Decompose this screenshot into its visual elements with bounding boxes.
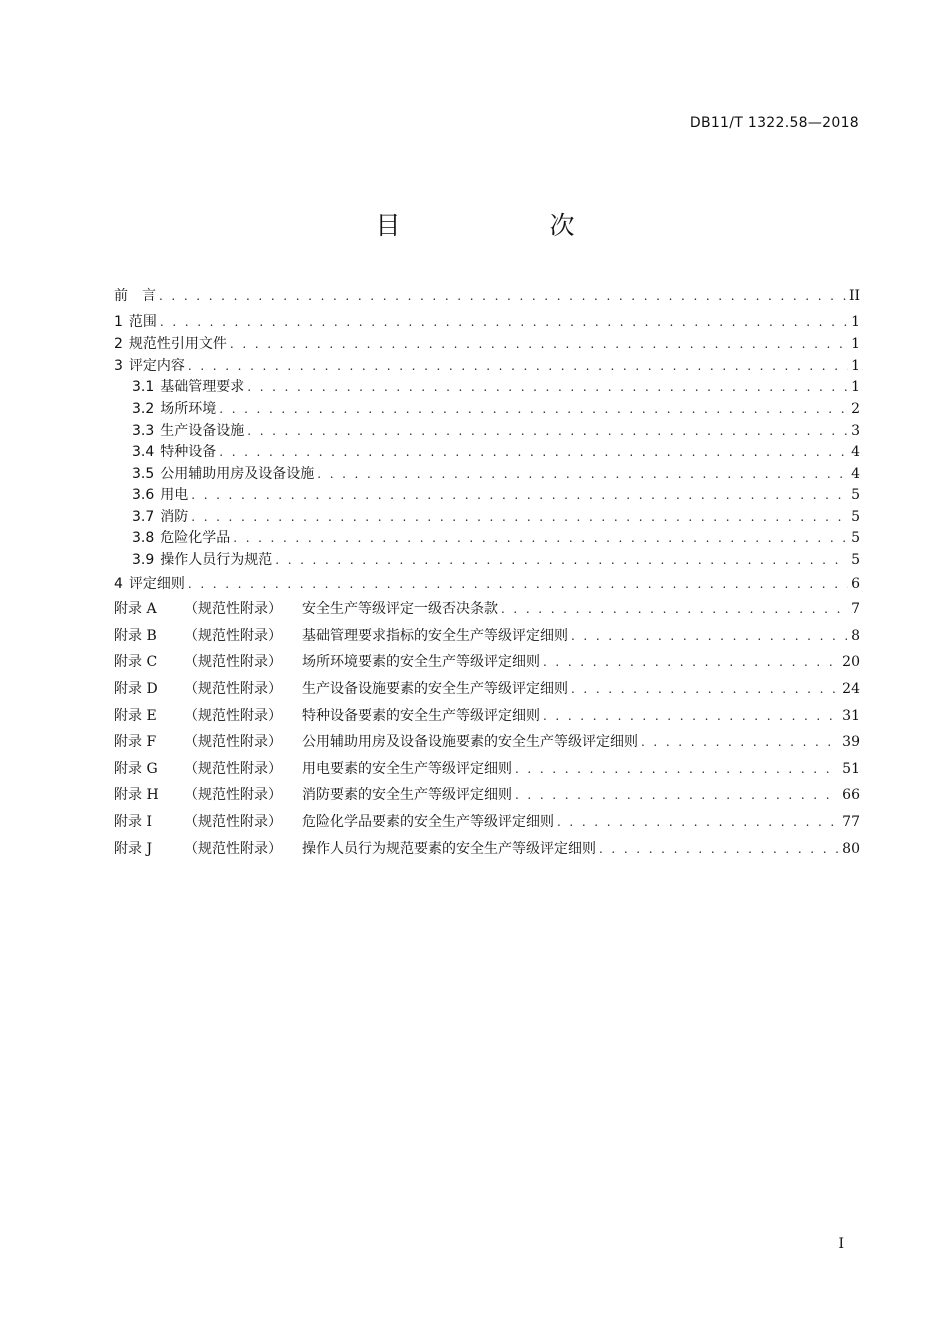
toc-entry-number: 3 — [114, 358, 123, 374]
appendix-title: 消防要素的安全生产等级评定细则 — [302, 787, 512, 803]
toc-entry[interactable] — [114, 485, 860, 505]
toc-entry-page: 8 — [851, 628, 860, 644]
toc-entry-text: 基础管理要求 — [160, 379, 245, 395]
appendix-prefix: 附录 D — [114, 681, 158, 697]
toc-entry-label — [114, 286, 156, 306]
appendix-prefix: 附录 H — [114, 787, 159, 803]
toc-entry-number: 1 — [114, 314, 123, 330]
dot-leader — [515, 759, 839, 779]
dot-leader — [557, 812, 839, 832]
toc-entry-text: 生产设备设施 — [160, 423, 245, 439]
toc-entry-number: 3.5 — [132, 466, 155, 482]
toc-entry-label — [114, 528, 230, 548]
dot-leader — [191, 507, 848, 527]
toc-appendix-entry[interactable] — [114, 652, 860, 672]
toc-appendix-entry[interactable] — [114, 732, 860, 752]
toc-entry-number: 3.9 — [132, 552, 155, 568]
appendix-title: 危险化学品要素的安全生产等级评定细则 — [302, 814, 554, 830]
appendix-title: 特种设备要素的安全生产等级评定细则 — [302, 708, 540, 724]
appendix-kind: （规范性附录） — [184, 734, 282, 750]
dot-leader — [543, 706, 839, 726]
appendix-prefix: 附录 A — [114, 601, 157, 617]
appendix-prefix: 附录 C — [114, 654, 158, 670]
toc-entry-page: 5 — [851, 552, 860, 568]
toc-entry-label — [114, 679, 568, 699]
toc-entry[interactable] — [114, 334, 860, 354]
toc-entry-text: 场所环境 — [160, 401, 217, 417]
toc-entry-text: 用电 — [160, 487, 189, 503]
toc-entry-text: 操作人员行为规范 — [160, 552, 273, 568]
toc-entry-label — [114, 550, 272, 570]
dot-leader — [233, 528, 848, 548]
dot-leader — [247, 377, 848, 397]
toc-entry-text: 范围 — [128, 314, 157, 330]
toc-entry-text: 特种设备 — [160, 444, 217, 460]
appendix-kind: （规范性附录） — [184, 628, 282, 644]
toc-entry-number: 4 — [114, 576, 123, 592]
toc-entry-text: 评定内容 — [128, 358, 185, 374]
toc-entry-label — [114, 421, 244, 441]
appendix-title: 生产设备设施要素的安全生产等级评定细则 — [302, 681, 568, 697]
toc-entry-label — [114, 812, 554, 832]
dot-leader — [641, 732, 839, 752]
appendix-prefix: 附录 J — [114, 841, 153, 857]
toc-entry-number: 3.7 — [132, 509, 155, 525]
dot-leader — [230, 334, 848, 354]
appendix-title: 公用辅助用房及设备设施要素的安全生产等级评定细则 — [302, 734, 638, 750]
toc-entry-page: 77 — [842, 814, 860, 830]
toc-entry-page: 2 — [851, 401, 860, 417]
toc-entry[interactable] — [114, 574, 860, 594]
page-number: I — [838, 1236, 844, 1252]
toc-entry-page: 24 — [842, 681, 860, 697]
dot-leader — [571, 679, 839, 699]
appendix-kind: （规范性附录） — [184, 787, 282, 803]
appendix-kind: （规范性附录） — [184, 681, 282, 697]
appendix-kind: （规范性附录） — [184, 601, 282, 617]
toc-entry-page: 1 — [851, 336, 860, 352]
toc-entry-label — [114, 574, 185, 594]
toc-entry-text: 评定细则 — [128, 576, 185, 592]
dot-leader — [219, 442, 848, 462]
toc-entry-page: 51 — [842, 761, 860, 777]
toc-entry[interactable] — [114, 442, 860, 462]
toc-entry-page: 5 — [851, 530, 860, 546]
toc-appendix-entry[interactable] — [114, 759, 860, 779]
appendix-kind: （规范性附录） — [184, 708, 282, 724]
dot-leader — [159, 286, 846, 306]
dot-leader — [275, 550, 848, 570]
toc-entry-page: 1 — [851, 358, 860, 374]
toc-entry[interactable] — [114, 550, 860, 570]
document-code: DB11/T 1322.58—2018 — [689, 115, 859, 131]
appendix-prefix: 附录 F — [114, 734, 157, 750]
toc-entry-page: 1 — [851, 379, 860, 395]
toc-entry-page: II — [848, 288, 860, 304]
toc-entry-label — [114, 464, 314, 484]
dot-leader — [160, 312, 848, 332]
toc-entry-label — [114, 507, 188, 527]
toc-appendix-entry[interactable] — [114, 626, 860, 646]
toc-entry[interactable] — [114, 399, 860, 419]
dot-leader — [191, 485, 848, 505]
toc-entry-label — [114, 312, 157, 332]
toc-entry-number: 3.3 — [132, 423, 155, 439]
toc-entry[interactable] — [114, 464, 860, 484]
toc-entry-text: 危险化学品 — [160, 530, 231, 546]
toc-entry[interactable] — [114, 377, 860, 397]
appendix-prefix: 附录 B — [114, 628, 157, 644]
toc-title: 目 次 — [375, 211, 637, 240]
appendix-title: 操作人员行为规范要素的安全生产等级评定细则 — [302, 841, 596, 857]
toc-entry-page: 20 — [842, 654, 860, 670]
appendix-title: 用电要素的安全生产等级评定细则 — [302, 761, 512, 777]
dot-leader — [571, 626, 848, 646]
toc-entry-label — [114, 377, 244, 397]
toc-appendix-entry[interactable] — [114, 839, 860, 859]
toc-entry[interactable] — [114, 507, 860, 527]
toc-entry[interactable] — [114, 312, 860, 332]
toc-entry-label — [114, 759, 512, 779]
appendix-prefix: 附录 E — [114, 708, 157, 724]
toc-appendix-entry[interactable] — [114, 812, 860, 832]
toc-entry-label — [114, 599, 498, 619]
toc-entry-number: 3.6 — [132, 487, 155, 503]
toc-entry-number: 3.2 — [132, 401, 155, 417]
toc-entry-page: 3 — [851, 423, 860, 439]
toc-entry-page: 39 — [842, 734, 860, 750]
toc-entry-label — [114, 626, 568, 646]
appendix-title: 基础管理要求指标的安全生产等级评定细则 — [302, 628, 568, 644]
dot-leader — [599, 839, 839, 859]
toc-entry-number: 3.4 — [132, 444, 155, 460]
appendix-kind: （规范性附录） — [184, 814, 282, 830]
dot-leader — [543, 652, 839, 672]
toc-entry-text: 公用辅助用房及设备设施 — [160, 466, 315, 482]
toc-entry-label — [114, 356, 185, 376]
toc-appendix-entry[interactable] — [114, 706, 860, 726]
toc-entry-page: 4 — [851, 444, 860, 460]
toc-entry-number: 3.8 — [132, 530, 155, 546]
toc-entry-page: 5 — [851, 487, 860, 503]
toc-entry-page: 6 — [851, 576, 860, 592]
toc-entry-label — [114, 732, 638, 752]
toc-entry[interactable] — [114, 528, 860, 548]
appendix-title: 场所环境要素的安全生产等级评定细则 — [302, 654, 540, 670]
toc-entry[interactable] — [114, 286, 860, 306]
appendix-prefix: 附录 G — [114, 761, 158, 777]
toc-entry-label — [114, 839, 596, 859]
dot-leader — [515, 785, 839, 805]
toc-entry-label — [114, 785, 512, 805]
toc-entry-label — [114, 399, 216, 419]
toc-entry-label — [114, 334, 227, 354]
toc-entry[interactable] — [114, 421, 860, 441]
toc-appendix-entry[interactable] — [114, 599, 860, 619]
toc-entry-number: 2 — [114, 336, 123, 352]
toc-entry-text: 消防 — [160, 509, 189, 525]
toc-entry-label — [114, 706, 540, 726]
toc-entry-text: 前 言 — [114, 288, 156, 304]
toc-entry-page: 1 — [851, 314, 860, 330]
toc-entry-page: 7 — [851, 601, 860, 617]
dot-leader — [247, 421, 848, 441]
toc-entry[interactable] — [114, 356, 860, 376]
toc-entry-text: 规范性引用文件 — [128, 336, 227, 352]
dot-leader — [188, 356, 848, 376]
toc-entry-label — [114, 485, 188, 505]
toc-entry-page: 5 — [851, 509, 860, 525]
toc-entry-page: 31 — [842, 708, 860, 724]
appendix-kind: （规范性附录） — [184, 761, 282, 777]
toc-appendix-entry[interactable] — [114, 785, 860, 805]
toc-appendix-entry[interactable] — [114, 679, 860, 699]
appendix-kind: （规范性附录） — [184, 654, 282, 670]
appendix-kind: （规范性附录） — [184, 841, 282, 857]
appendix-title: 安全生产等级评定一级否决条款 — [302, 601, 498, 617]
dot-leader — [188, 574, 848, 594]
toc-entry-page: 66 — [842, 787, 860, 803]
appendix-prefix: 附录 I — [114, 814, 152, 830]
dot-leader — [317, 464, 848, 484]
dot-leader — [219, 399, 848, 419]
toc-entry-number: 3.1 — [132, 379, 155, 395]
toc-entry-label — [114, 652, 540, 672]
toc-entry-page: 80 — [842, 841, 860, 857]
toc-entry-page: 4 — [851, 466, 860, 482]
toc-entry-label — [114, 442, 216, 462]
dot-leader — [501, 599, 848, 619]
